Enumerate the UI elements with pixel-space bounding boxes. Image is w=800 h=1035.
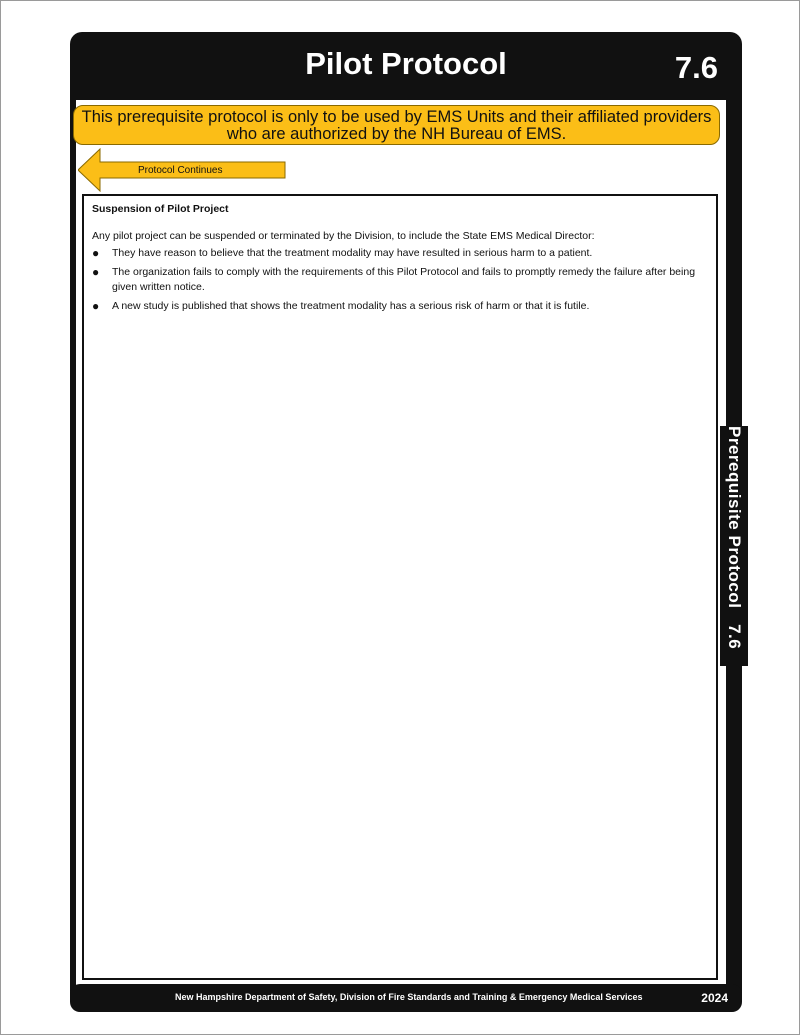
page-title: Pilot Protocol (305, 46, 507, 81)
footer-bar (70, 984, 742, 1012)
footer-text: New Hampshire Department of Safety, Division of Fire Standards and Training & Emergency Medical Services (175, 992, 643, 1002)
notice-line-2: who are authorized by the NH Bureau of EMS. (226, 125, 567, 143)
bullet-icon: ● (92, 299, 100, 313)
intro-text: Any pilot project can be suspended or terminated by the Division, to include the State EMS Medical Director: (92, 230, 595, 242)
list-item: ● The organization fails to comply with the requirements of this Pilot Protocol and fails to promptly remedy the failure after being given written notice. (92, 265, 696, 293)
list-item: ● A new study is published that shows the treatment modality has a serious risk of harm or that it is futile. (92, 299, 590, 313)
protocol-continues-label: Protocol Continues (138, 165, 223, 176)
footer-year: 2024 (701, 991, 728, 1005)
left-rail (70, 100, 76, 1000)
bullet-icon: ● (92, 265, 100, 279)
suspension-criteria-list (92, 246, 708, 314)
section-title: Suspension of Pilot Project (92, 203, 229, 215)
authorization-notice (73, 105, 720, 145)
list-item: ● They have reason to believe that the treatment modality may have resulted in serious harm to a patient. (92, 246, 593, 260)
protocol-number: 7.6 (674, 50, 718, 85)
notice-line-1: This prerequisite protocol is only to be used by EMS Units and their affiliated providers (81, 108, 712, 126)
header-bar (70, 32, 742, 100)
protocol-continues-arrow[interactable] (78, 148, 288, 192)
content-box (82, 194, 718, 980)
bullet-icon: ● (92, 246, 100, 260)
side-tab-label: Prerequisite Protocol 7.6 (720, 426, 748, 666)
